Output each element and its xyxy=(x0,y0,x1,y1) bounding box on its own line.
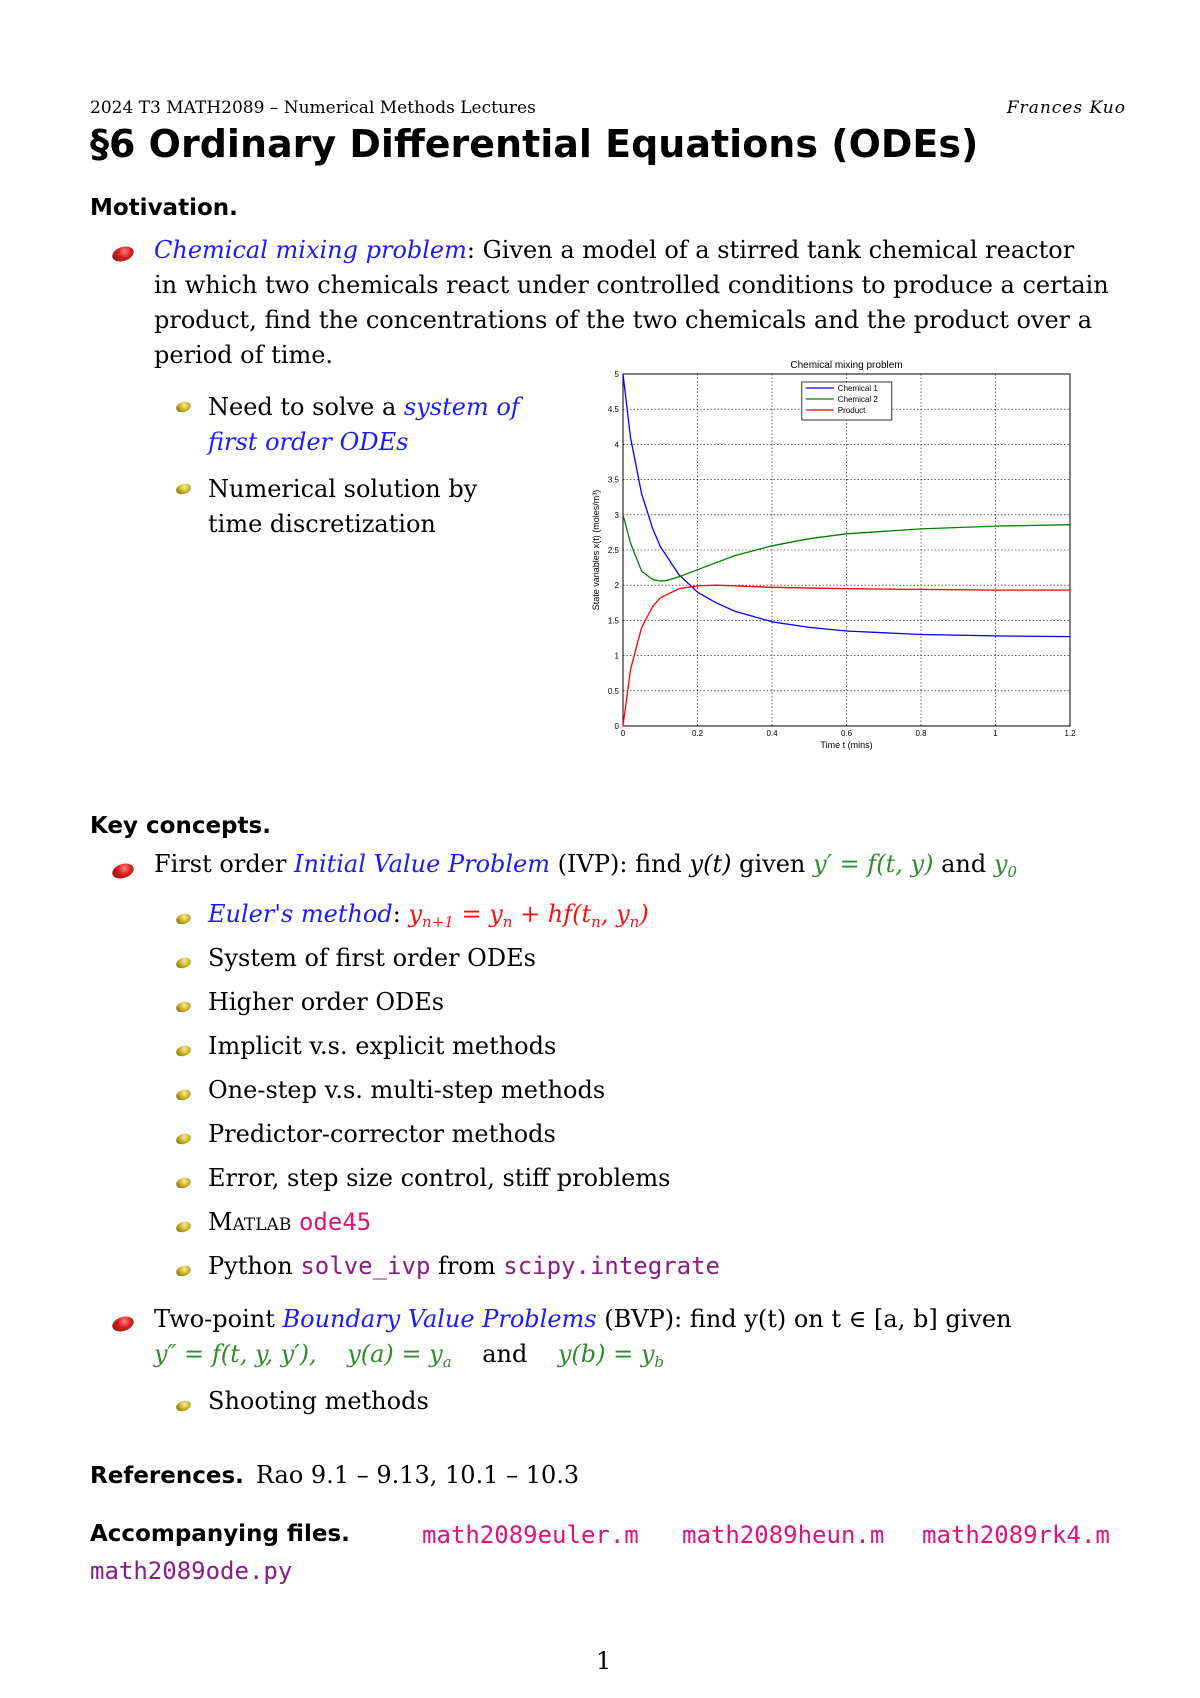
page-number: 1 xyxy=(596,1647,612,1675)
references-label: References. xyxy=(90,1463,244,1489)
y-axis-label: State variables x(t) (moles/m³) xyxy=(591,489,601,611)
yellow-ball-bullet-icon xyxy=(175,1044,192,1058)
python-label: Python xyxy=(208,1252,293,1280)
chemical-mixing-chart xyxy=(578,356,1098,756)
y-tick-label: 3.5 xyxy=(607,475,619,485)
yellow-ball-bullet-icon xyxy=(175,1399,192,1413)
numerical-line-1: Numerical solution by xyxy=(208,475,478,503)
x-tick-label: 1.2 xyxy=(1064,729,1076,738)
yellow-ball-bullet-icon xyxy=(175,1088,192,1102)
sub-item-system xyxy=(208,390,520,460)
x-tick-label: 0 xyxy=(620,729,626,738)
sub-item-prefix: Need to solve a xyxy=(208,393,397,421)
ode45-code: ode45 xyxy=(298,1208,372,1236)
files-label: Accompanying files. xyxy=(90,1521,350,1547)
list-item: Higher order ODEs xyxy=(208,988,445,1016)
legend-entry: Chemical 1 xyxy=(837,384,878,393)
list-item: Implicit v.s. explicit methods xyxy=(208,1032,557,1060)
x-axis-label: Time t (mins) xyxy=(820,740,873,750)
x-tick-label: 0.2 xyxy=(691,729,704,738)
bvp-item xyxy=(154,1302,1122,1380)
author-name: Frances Kuo xyxy=(1006,98,1126,118)
yellow-ball-bullet-icon xyxy=(175,1000,192,1014)
list-item: System of first order ODEs xyxy=(208,944,536,972)
y-tick-label: 0.5 xyxy=(607,686,619,696)
bvp-ya-subscript: a xyxy=(442,1353,452,1371)
ivp-item xyxy=(154,850,1017,881)
matlab-label: Matlab xyxy=(208,1208,292,1236)
red-ball-bullet-icon xyxy=(110,861,135,881)
references-text: Rao 9.1 – 9.13, 10.1 – 10.3 xyxy=(255,1461,580,1489)
motivation-line-1: Given a model of a stirred tank chemical reactor xyxy=(482,236,1075,264)
shooting-item: Shooting methods xyxy=(208,1387,429,1415)
y-tick-label: 4.5 xyxy=(607,405,619,415)
motivation-line-3: product, find the concentrations of the two chemicals and the product over a xyxy=(154,306,1093,334)
ivp-y0 xyxy=(993,850,1018,881)
bvp-right-boundary xyxy=(557,1340,665,1371)
bvp-yb-base: y(b) = y xyxy=(557,1340,655,1368)
bvp-term: Boundary Value Problems xyxy=(282,1305,597,1333)
ivp-and: and xyxy=(941,850,987,878)
chemical-mixing-term: Chemical mixing problem xyxy=(154,236,467,264)
bvp-prefix: Two-point xyxy=(154,1305,275,1333)
running-header: 2024 T3 MATH2089 – Numerical Methods Lectures xyxy=(90,98,536,118)
y0-subscript: 0 xyxy=(1007,863,1018,881)
motivation-line-2: in which two chemicals react under controlled conditions to produce a certain xyxy=(154,271,1109,299)
bvp-left-boundary xyxy=(347,1340,452,1371)
yellow-ball-bullet-icon xyxy=(175,1220,192,1234)
chart-title: Chemical mixing problem xyxy=(790,360,903,371)
motivation-paragraph xyxy=(154,233,1122,373)
euler-term: Euler's method xyxy=(208,900,393,928)
colon: : xyxy=(392,900,401,928)
ivp-given: given xyxy=(739,850,806,878)
x-tick-label: 1 xyxy=(993,729,998,738)
references-line xyxy=(90,1461,579,1490)
bvp-and: and xyxy=(482,1340,528,1368)
bvp-yb-subscript: b xyxy=(654,1353,665,1371)
x-tick-label: 0.6 xyxy=(840,729,853,738)
yellow-ball-bullet-icon xyxy=(175,482,192,496)
python-item xyxy=(208,1252,720,1280)
system-of-term: system of xyxy=(403,393,520,421)
page-title: §6 Ordinary Differential Equations (ODEs) xyxy=(90,122,979,166)
x-tick-label: 0.8 xyxy=(915,729,927,738)
yellow-ball-bullet-icon xyxy=(175,912,192,926)
ivp-term: Initial Value Problem xyxy=(294,850,551,878)
red-ball-bullet-icon xyxy=(110,1314,135,1334)
euler-formula: $y_{n+1} = y_n + hf(t_n$, $y_n$) xyxy=(408,900,649,931)
solve-ivp-code: solve_ivp xyxy=(300,1252,431,1280)
y-tick-label: 1.5 xyxy=(607,616,619,626)
list-item: Error, step size control, stiff problems xyxy=(208,1164,671,1192)
bvp-equation: y″ = f(t, y, y′), xyxy=(154,1340,317,1368)
list-item: One-step v.s. multi-step methods xyxy=(208,1076,606,1104)
x-tick-label: 0.4 xyxy=(766,729,778,738)
y-tick-label: 3 xyxy=(614,510,619,520)
yellow-ball-bullet-icon xyxy=(175,1132,192,1146)
sub-item-numerical xyxy=(208,472,477,542)
first-order-odes-term: first order ODEs xyxy=(208,428,409,456)
y-tick-label: 1 xyxy=(614,651,619,661)
y-tick-label: 5 xyxy=(614,370,619,379)
ivp-prefix: First order xyxy=(154,850,287,878)
legend-entry: Chemical 2 xyxy=(837,395,878,404)
y0-base: y xyxy=(993,850,1008,878)
file-link-rk4[interactable]: math2089rk4.m xyxy=(922,1521,1110,1549)
yellow-ball-bullet-icon xyxy=(175,1176,192,1190)
euler-item xyxy=(208,900,649,931)
colon: : xyxy=(466,236,475,264)
y-tick-label: 2.5 xyxy=(607,546,619,555)
motivation-heading: Motivation. xyxy=(90,195,238,221)
motivation-line-4: period of time. xyxy=(154,341,334,369)
file-link-euler[interactable]: math2089euler.m xyxy=(422,1521,639,1549)
bvp-rest: (BVP): find y(t) on t ∈ [a, b] given xyxy=(604,1305,1012,1333)
file-link-ode-py[interactable]: math2089ode.py xyxy=(90,1557,293,1585)
yellow-ball-bullet-icon xyxy=(175,1264,192,1278)
file-link-heun[interactable]: math2089heun.m xyxy=(682,1521,885,1549)
key-concepts-heading: Key concepts. xyxy=(90,813,271,839)
red-ball-bullet-icon xyxy=(110,244,135,264)
ivp-abbrev: (IVP): find xyxy=(557,850,682,878)
y-tick-label: 0 xyxy=(614,722,619,731)
y-tick-label: 2 xyxy=(614,581,619,591)
yellow-ball-bullet-icon xyxy=(175,400,192,414)
y-tick-label: 4 xyxy=(614,440,619,450)
bvp-ya-base: y(a) = y xyxy=(347,1340,443,1368)
files-line xyxy=(90,1521,1122,1548)
list-item: Predictor-corrector methods xyxy=(208,1120,556,1148)
scipy-integrate-code: scipy.integrate xyxy=(503,1252,720,1280)
from-word: from xyxy=(438,1252,496,1280)
ivp-equation: y′ = f(t, y) xyxy=(813,850,934,878)
matlab-item xyxy=(208,1208,371,1236)
yellow-ball-bullet-icon xyxy=(175,956,192,970)
ivp-yt: y(t) xyxy=(689,850,732,878)
legend-entry: Product xyxy=(837,406,866,415)
numerical-line-2: time discretization xyxy=(208,510,436,538)
